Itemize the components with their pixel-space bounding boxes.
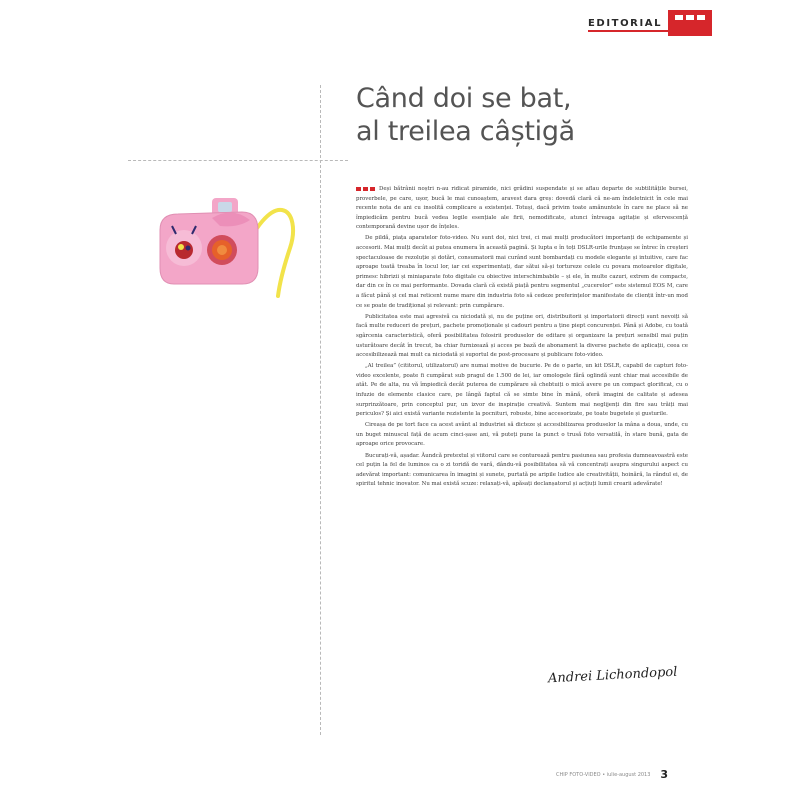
title-line-1: Când doi se bat,	[356, 83, 572, 114]
lead-marker-icon	[356, 187, 375, 191]
article-paragraph: Bucurați-vă, așadar. Ăundcă pretextul și viitorul care se conturează pentru pasiunea sau profesia dumneavoastră este cel puțin la fel de luminos ca o zi toridă de vară, dându-vă posibilitatea să vă concentrați asupra singurului aspect cu adevărat important: comunicarea în imagini și sunete, purtată pe aripile ludice ale creativității, hoinără, la rândul ei, de spiritul tehnic inovator. Nu mai există scuze: relaxați-vă, apăsați declanșatorul și acțiuți lumii crearii adevărate!	[356, 452, 688, 488]
article-paragraph: Publicitatea este mai agresivă ca niciodată și, nu de puține ori, distribuitorii și importatorii direcți sunt nevoiți să facă multe reduceri de prețuri, pachete promoționale și cadouri pentru a ține piept concurenței. Până și Adobe, cu toată sgârcenia caracteristică, oferă posibilitatea folosirii produselor de editare și organizare la prețuri sensibil mai puțin usturătoare decât în trecut, ba chiar furnizează și acces pe bază de abonament la diverse pachete de aplicații, ceea ce accesibilizează mai mult ca niciodată și suportul de post-procesare și publicare foto-video.	[356, 313, 688, 359]
article-paragraph: De pildă, piața aparatelor foto-video. Nu sunt doi, nici trei, ci mai mulți producători importanți de echipamente și accesorii. Mai mulți decât ai putea enumera în această pagină. Și lupta e în toți DSLR-urile frunțașe se întrec în creșteri spectaculoase de rezoluție și dotări, consumatorii mai curând sunt bombardați cu modele elegante și intuitive, care fac aproape toată treaba în locul lor, iar cei experimentați, dar sătui să-și tortureze celele cu povara motoarelor digitale, primesc hibrizii și miniaparate foto digitale cu obiective interschimbabile – și ele, în multe cazuri, extrem de compacte, dar din ce în ce mai performante. Dovada clară că există piață pentru segmentul „cucerelor” este sistemul EOS M, care a făcut până și cel mai reticent nume mare din industria foto să cedeze preferințelor manifestate de clienții într-un mod ce se poate de tradițional și relevant: prin cumpărare.	[356, 235, 688, 309]
page-number: 3	[660, 768, 669, 781]
article-paragraph: Cireașa de pe tort face ca acest avânt al industriei să dicteze și accesibilizarea produselor la mâna a doua, unde, cu un buget minuscul față de acum cinci-șase ani, vă puteți pune la punct o trusă foto versatilă, în stare bună, gata de aproape orice provocare.	[356, 422, 688, 448]
column-divider	[320, 185, 321, 735]
page-title	[356, 82, 575, 148]
article-paragraph: „Al treilea” (cititorul, utilizatorul) are numai motive de bucurie. Pe de o parte, un kit DSLR, capabil de capturi foto-video excelente, poate fi cumpărat sub pragul de 1.500 de lei, iar omologele fără oglindă sunt chiar mai accesibile de atât. Pe de alta, nu vă împiedică decât puterea de cumpărare să chebtuiți o mică avere pe un compact glorificat, cu o infuzie de elemente clasice care, pe lângă faptul că se simte bine în mână, oferă imagini de calitate și adesea surprinzătoare, prin conceptul pur, un izvor de inspirație creativă. Suntem mai neglijenți din fire sau trăiți mai periculos? Și aici există variante rezistente la pocnituri, robuste, bine accesorizate, pe toate bugetele și gusturile.	[356, 363, 688, 418]
article-body	[356, 185, 688, 491]
toy-camera-illustration	[150, 188, 300, 308]
page-footer	[556, 768, 668, 781]
article-paragraph: Deși bătrânii noștri n-au ridicat piramide, nici grădini suspendate și se aflau departe de subtilitățile bursei, proverbele, pe care, ușor, bucă le mai cunoaștem, aravest dara greș: dovedă clară că ne-am îndeletnicit în cele mai recente nota de ani cu insolită complicare a existenței. Totuși, dacă privim toate amănuntele în care ne place să ne împiedicăm pentru bucă vedea legile esențiale ale firii, nemodificate, atunci întreaga agitație și efervescență contemporană devine ușor de înțeles.	[356, 186, 688, 231]
section-tag	[588, 10, 712, 36]
section-marker-icon	[668, 10, 712, 36]
title-line-2: al treilea câștigă	[356, 116, 575, 147]
horizontal-divider	[128, 160, 348, 161]
column-divider-top	[320, 85, 321, 183]
author-signature: Andrei Lichondopol	[547, 664, 678, 687]
section-label: EDITORIAL	[588, 14, 668, 32]
footer-text: CHIP FOTO-VIDEO • iulie-august 2013	[556, 771, 651, 778]
